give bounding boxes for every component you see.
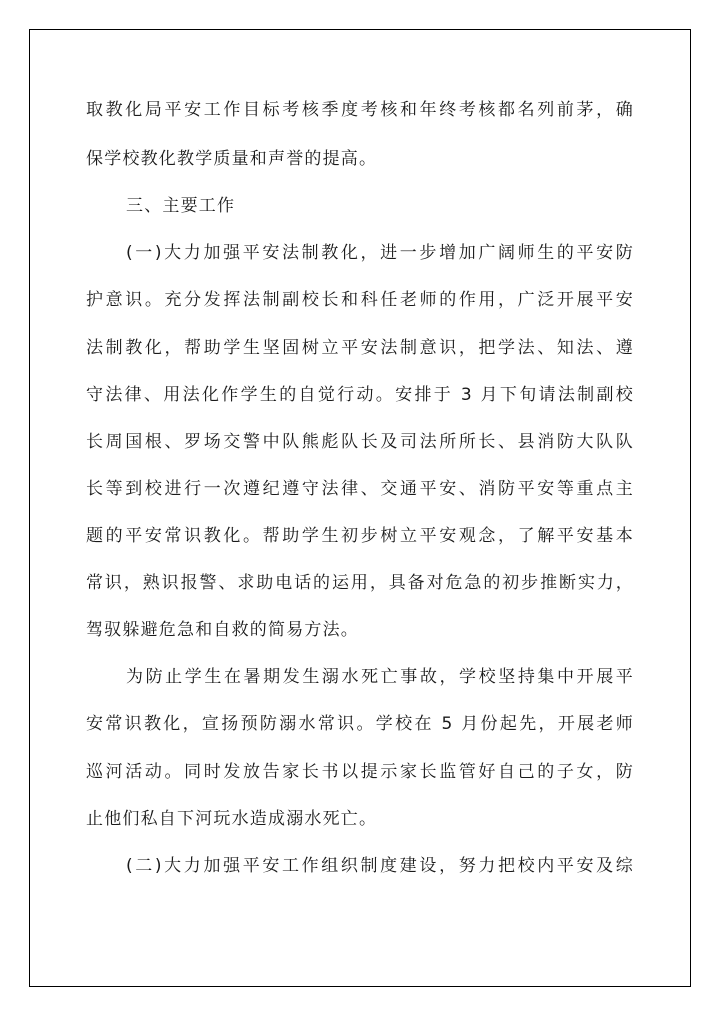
text-line: 安常识教化，宣扬预防溺水常识。学校在 5 月份起先，开展老师 — [86, 714, 634, 734]
section-heading: 三、主要工作 — [126, 196, 236, 216]
text-line: 常识，熟识报警、求助电话的运用，具备对危急的初步推断实力， — [86, 573, 634, 593]
text-line: 题的平安常识教化。帮助学生初步树立平安观念，了解平安基本 — [86, 526, 634, 546]
text-line: 止他们私自下河玩水造成溺水死亡。 — [86, 809, 378, 829]
subsection-heading: (二)大力加强平安工作组织制度建设，努力把校内平安及综 — [126, 856, 634, 876]
subsection-heading: (一)大力加强平安法制教化，进一步增加广阔师生的平安防 — [126, 243, 634, 263]
text-line: 长周国根、罗场交警中队熊彪队长及司法所所长、县消防大队队 — [86, 432, 634, 452]
text-line: 巡河活动。同时发放告家长书以提示家长监管好自己的子女，防 — [86, 762, 634, 782]
text-line: 保学校教化教学质量和声誉的提高。 — [86, 149, 378, 169]
paragraph-start: 为防止学生在暑期发生溺水死亡事故，学校坚持集中开展平 — [126, 667, 634, 687]
text-line: 长等到校进行一次遵纪遵守法律、交通平安、消防平安等重点主 — [86, 479, 634, 499]
page-frame — [29, 29, 691, 987]
text-line: 守法律、用法化作学生的自觉行动。安排于 3 月下旬请法制副校 — [86, 385, 634, 405]
text-line: 驾驭躲避危急和自救的简易方法。 — [86, 620, 359, 640]
text-line: 护意识。充分发挥法制副校长和科任老师的作用，广泛开展平安 — [86, 290, 634, 310]
text-line: 取教化局平安工作目标考核季度考核和年终考核都名列前茅，确 — [86, 100, 634, 120]
text-line: 法制教化，帮助学生坚固树立平安法制意识，把学法、知法、遵 — [86, 338, 634, 358]
